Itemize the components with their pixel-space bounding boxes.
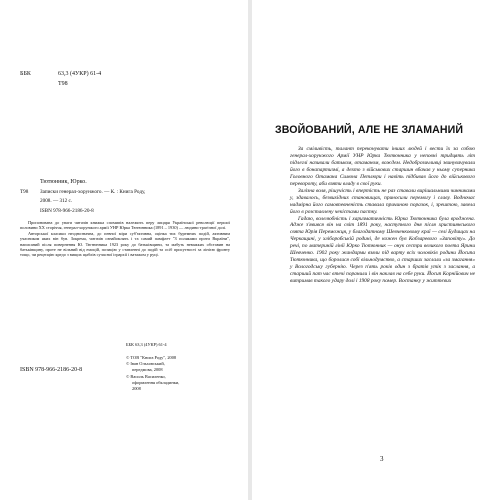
body-paragraph: Гадаю, волелюбність і харизматичність Юрка Тютюнника була вроджена. Адже з'явився він на світ 1891 року, наступного дня після християнського свята Юрія Переможця, у благодатному Шевченковому краї — селі Будищах на Черкащині, у хліборобській родині, де кожен був Кобзаревого «Заповіту». До речі, по материній лінії Юрко Тютюнник — онук сестри великого поета Ярини Шевченко. 1902 року жандарми взяли під варту всіх чоловіків родини Йосипа Тютюнника, що боролися собі вільнодумство, а старших заслали «за змагання» у Вологодську губернію. Через п'ять років один з братів утік з заслання, а старший пат час втечі поранили і він наклав на себе руки. Йосип Корнійович не витримав такого удару долі і 1908 року помер. Востанку у життєвих [290,215,475,285]
copyright-line: © ТОВ "Книга Роду", 2008 [126,355,177,360]
chapter-body [290,146,475,285]
bbk-code: 63,3 (4УКР) 61-4 [58,71,102,77]
copyright-line: © Василь Василенко, [126,374,166,379]
copyright-line: 2008 [132,386,141,391]
copyright-line: оформлення обкладинки, [132,380,180,385]
copyright-line: © Іван Ольховський, [126,361,165,366]
chapter-title: ЗВОЙОВАНИЙ, АЛЕ НЕ ЗЛАМАНИЙ [275,124,464,136]
shelf-mark: Т98 [58,81,68,87]
body-paragraph: За сміливість, талант переконувати інших людей і вести їх за собою генерал-хорунжого Армії УНР Юрка Тютюнника у неповні тридцять літ підлеглі називали батьком, отаманом, вождем. Недоброзичливці звинувачували його в бонапартизмі, а дехто з військових старшин вбачав у ньому суперника Головного Отамана Симона Петлюри і навіть підбивав його до військового перевороту, аби взяти владу в свої руки. [290,146,475,187]
body-paragraph: Залізна воля, рішучість і впертість не раз ставали вирішальними чинниками у, здавалось, безвихідних становищах, приносили перемогу і славу. Водночас надмірна його самовпевненість ставала причиною поразок, і, зрештою, завела його в розставлену чекістами пастку. [290,187,475,215]
shelf-mark-2: Т98 [20,189,29,195]
copyright-line: передмова, 2008 [132,367,163,372]
annotation [20,220,230,258]
title-line: Записки генерал-хорунжого. — К. : Книга Роду, [40,189,146,195]
catalog-bbk: ББК 63,3 (4УКР) 61-4 [126,342,167,347]
annotation-paragraph: Авторської класики неоднозначна, до певної міри суб'єктивна, оцінка тих буремних подій, активним учасником яких він був. Зокрема, читачів ознайомлять і та самий памфлет "З поляками проти Вкраїни", написаний після повернення Ю. Тютюнника 1923 року до батьківщини, та мабуть неважких обставин на батьківщину, проте не вільний від емоцій, позицію у ставленні до подій та осіб присутності за лінією фронту тощо, чи рецепцію кредо з вищих щаблів сучасної ієрархії і ватажом у руці. [20,230,230,258]
isbn-line: ISBN 978-966-2186-20-8 [40,208,94,214]
annotation-paragraph: Пропонована до уваги читачів книжка спомипів належить перу лицаря Української революції першої половини ХХ сторіччя, генерал-хорунжого армії УНР Юрка Тютюнника (1891 – 1930) — людини трагічної долі. [20,220,230,231]
isbn-bottom: ISBN 978-966-2186-20-8 [20,367,83,373]
page-number: 3 [380,455,384,463]
bbk-label: ББК [20,71,31,77]
author-entry: Тютюнник, Юрко. [40,179,87,185]
publication-line: 2008. — 312 с. [40,198,73,204]
left-page [0,0,248,500]
